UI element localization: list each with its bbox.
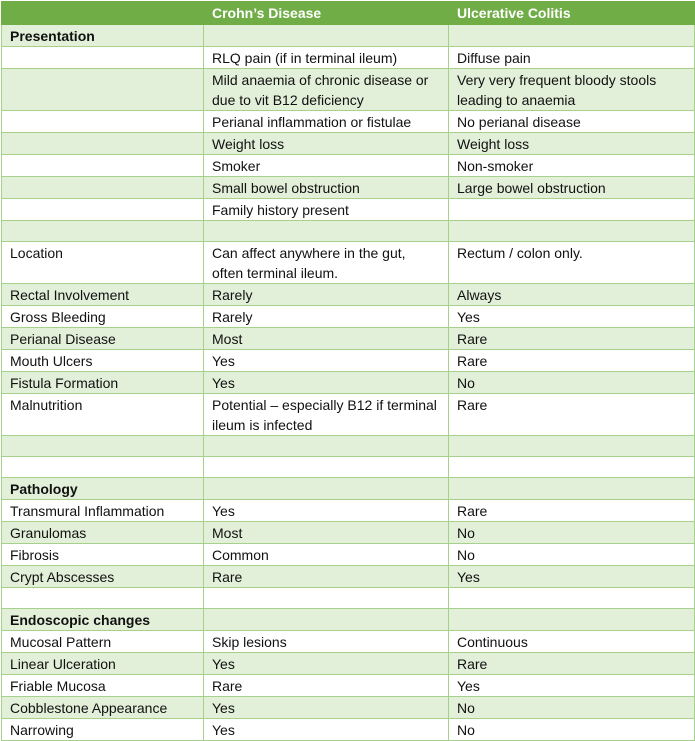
feature-cell: Linear Ulceration <box>2 653 204 675</box>
table-row <box>2 199 695 221</box>
table-row <box>2 306 695 328</box>
feature-cell: Crypt Abscesses <box>2 566 204 588</box>
crohns-cell: Small bowel obstruction <box>204 177 449 199</box>
uc-cell: No <box>449 544 695 566</box>
table-row <box>2 697 695 719</box>
crohns-cell: Yes <box>204 719 449 741</box>
table-row <box>2 133 695 155</box>
comparison-table <box>1 1 695 741</box>
uc-cell: Yes <box>449 566 695 588</box>
uc-cell: No <box>449 697 695 719</box>
feature-cell: Fibrosis <box>2 544 204 566</box>
crohns-cell: Mild anaemia of chronic disease or due to vit B12 deficiency <box>204 69 449 111</box>
table-row <box>2 719 695 741</box>
uc-cell: Rare <box>449 394 695 436</box>
table-row <box>2 328 695 350</box>
table-row <box>2 284 695 306</box>
crohns-cell: Family history present <box>204 199 449 221</box>
uc-cell <box>449 609 695 631</box>
uc-cell: Rectum / colon only. <box>449 242 695 284</box>
feature-cell: Perianal Disease <box>2 328 204 350</box>
header-cell-crohns: Crohn’s Disease <box>204 2 449 25</box>
crohns-cell: Skip lesions <box>204 631 449 653</box>
feature-cell: Rectal Involvement <box>2 284 204 306</box>
crohns-cell: Common <box>204 544 449 566</box>
crohns-cell: Most <box>204 522 449 544</box>
feature-cell <box>2 155 204 177</box>
feature-cell: Mucosal Pattern <box>2 631 204 653</box>
crohns-cell <box>204 588 449 609</box>
crohns-cell <box>204 609 449 631</box>
table-header <box>2 2 695 25</box>
feature-cell: Transmural Inflammation <box>2 500 204 522</box>
crohns-cell: Yes <box>204 350 449 372</box>
table-row <box>2 457 695 478</box>
feature-cell: Cobblestone Appearance <box>2 697 204 719</box>
section-header-row <box>2 25 695 47</box>
table-row <box>2 69 695 111</box>
feature-cell: Fistula Formation <box>2 372 204 394</box>
crohns-cell: Rarely <box>204 284 449 306</box>
table-row <box>2 631 695 653</box>
table-row <box>2 350 695 372</box>
table-row <box>2 155 695 177</box>
feature-cell <box>2 111 204 133</box>
uc-cell <box>449 25 695 47</box>
crohns-cell: Smoker <box>204 155 449 177</box>
crohns-cell: Yes <box>204 653 449 675</box>
table-row <box>2 221 695 242</box>
section-header-row <box>2 609 695 631</box>
table-row <box>2 566 695 588</box>
uc-cell: Rare <box>449 500 695 522</box>
uc-cell: Rare <box>449 328 695 350</box>
uc-cell: Weight loss <box>449 133 695 155</box>
uc-cell: Yes <box>449 675 695 697</box>
uc-cell <box>449 478 695 500</box>
crohns-cell: Rare <box>204 675 449 697</box>
table-row <box>2 111 695 133</box>
crohns-cell: Weight loss <box>204 133 449 155</box>
crohns-cell <box>204 25 449 47</box>
crohns-cell <box>204 478 449 500</box>
section-header-row <box>2 478 695 500</box>
uc-cell <box>449 436 695 457</box>
uc-cell: Rare <box>449 653 695 675</box>
crohns-cell <box>204 221 449 242</box>
uc-cell: Large bowel obstruction <box>449 177 695 199</box>
feature-cell: Narrowing <box>2 719 204 741</box>
crohns-cell: Rare <box>204 566 449 588</box>
uc-cell <box>449 588 695 609</box>
uc-cell: Very very frequent bloody stools leading to anaemia <box>449 69 695 111</box>
crohns-cell: Rarely <box>204 306 449 328</box>
uc-cell <box>449 199 695 221</box>
uc-cell: Always <box>449 284 695 306</box>
header-cell-feature <box>2 2 204 25</box>
uc-cell: No <box>449 372 695 394</box>
uc-cell <box>449 457 695 478</box>
crohns-cell <box>204 436 449 457</box>
feature-cell <box>2 47 204 69</box>
uc-cell <box>449 221 695 242</box>
table-row <box>2 588 695 609</box>
crohns-cell: RLQ pain (if in terminal ileum) <box>204 47 449 69</box>
uc-cell: Diffuse pain <box>449 47 695 69</box>
table-row <box>2 372 695 394</box>
table-row <box>2 47 695 69</box>
feature-cell <box>2 133 204 155</box>
feature-cell: Granulomas <box>2 522 204 544</box>
uc-cell: No <box>449 719 695 741</box>
uc-cell: Rare <box>449 350 695 372</box>
feature-cell <box>2 436 204 457</box>
table-row <box>2 675 695 697</box>
feature-cell: Mouth Ulcers <box>2 350 204 372</box>
crohns-cell: Yes <box>204 500 449 522</box>
table-row <box>2 177 695 199</box>
uc-cell: Continuous <box>449 631 695 653</box>
feature-cell: Location <box>2 242 204 284</box>
header-row <box>2 2 695 25</box>
feature-cell: Friable Mucosa <box>2 675 204 697</box>
crohns-cell: Yes <box>204 697 449 719</box>
feature-cell <box>2 221 204 242</box>
table-body <box>2 25 695 741</box>
uc-cell: No <box>449 522 695 544</box>
crohns-cell: Yes <box>204 372 449 394</box>
feature-cell: Endoscopic changes <box>2 609 204 631</box>
uc-cell: Non-smoker <box>449 155 695 177</box>
feature-cell: Presentation <box>2 25 204 47</box>
feature-cell: Pathology <box>2 478 204 500</box>
table-row <box>2 242 695 284</box>
feature-cell <box>2 199 204 221</box>
crohns-cell: Can affect anywhere in the gut, often terminal ileum. <box>204 242 449 284</box>
crohns-cell <box>204 457 449 478</box>
crohns-cell: Perianal inflammation or fistulae <box>204 111 449 133</box>
uc-cell: Yes <box>449 306 695 328</box>
feature-cell: Gross Bleeding <box>2 306 204 328</box>
feature-cell <box>2 588 204 609</box>
table-row <box>2 436 695 457</box>
table-row <box>2 500 695 522</box>
uc-cell: No perianal disease <box>449 111 695 133</box>
table-row <box>2 653 695 675</box>
table-row <box>2 522 695 544</box>
feature-cell <box>2 457 204 478</box>
feature-cell <box>2 177 204 199</box>
table-row <box>2 544 695 566</box>
table-row <box>2 394 695 436</box>
crohns-cell: Potential – especially B12 if terminal ileum is infected <box>204 394 449 436</box>
crohns-cell: Most <box>204 328 449 350</box>
feature-cell <box>2 69 204 111</box>
feature-cell: Malnutrition <box>2 394 204 436</box>
header-cell-uc: Ulcerative Colitis <box>449 2 695 25</box>
